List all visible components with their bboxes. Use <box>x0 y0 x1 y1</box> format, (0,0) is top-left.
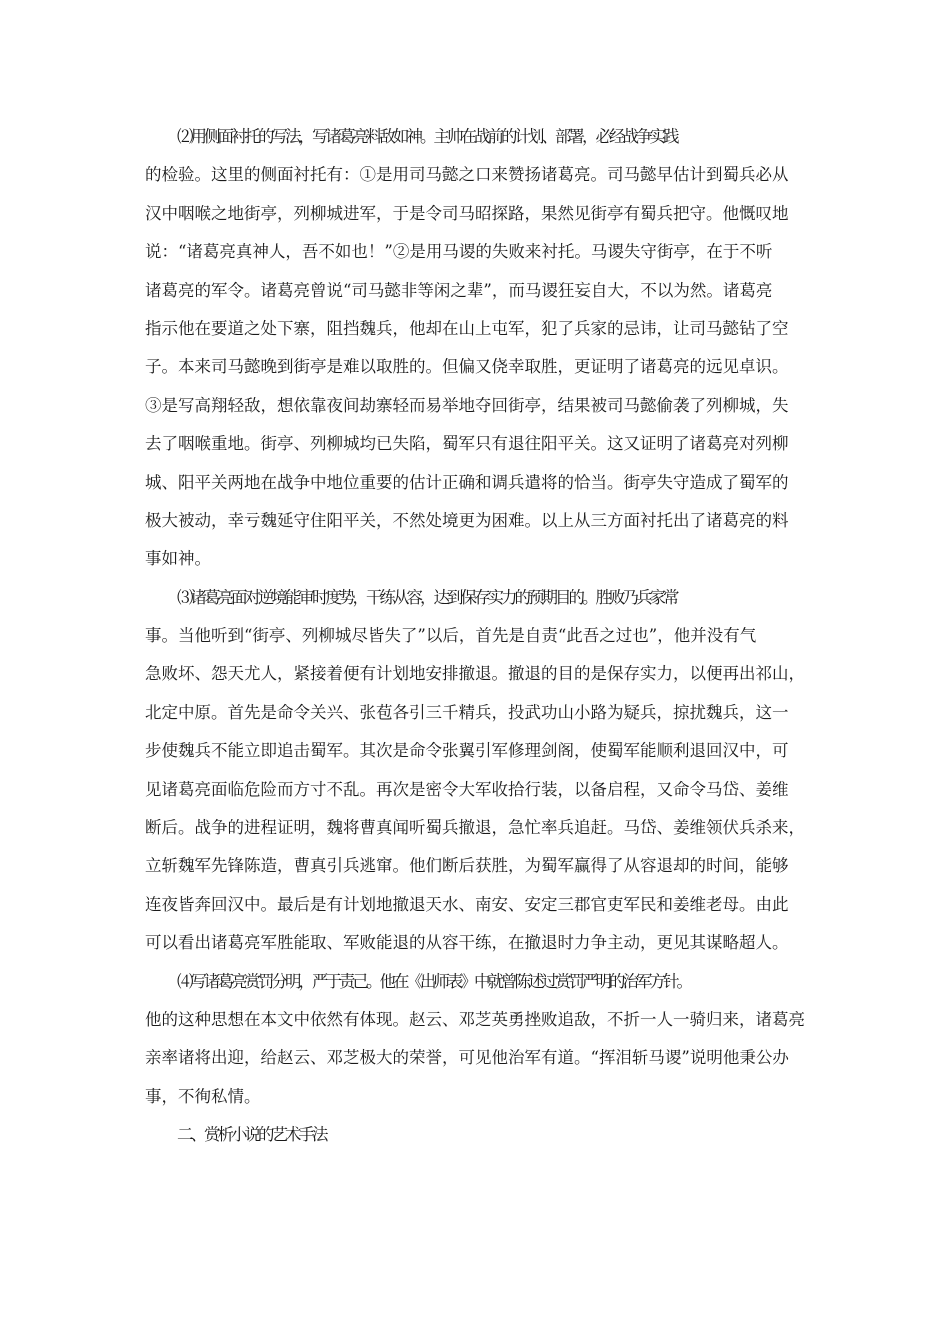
paragraph-2-line-12: 事如神。 <box>145 549 211 569</box>
paragraph-2-line-10: 城、阳平关两地在战争中地位重要的估计正确和调兵遣将的恰当。街亭失守造成了蜀军的 <box>145 472 789 492</box>
paragraph-2-line-1: ⑵用侧面衬托的写法，写诸葛亮料敌如神。主帅在战前的计划、部署，必经战争实践 <box>177 127 677 146</box>
paragraph-4-line-4: 事，不徇私情。 <box>145 1086 261 1106</box>
paragraph-3-line-6: 见诸葛亮面临危险而方寸不乱。再次是密令大军收拾行装，以备启程，又命令马岱、姜维 <box>145 779 789 799</box>
paragraph-3-line-7: 断后。战争的进程证明，魏将曹真闻听蜀兵撤退，急忙率兵追赶。马岱、姜维领伏兵杀来， <box>145 818 805 838</box>
paragraph-2-line-7: 子。本来司马懿晚到街亭是难以取胜的。但偏又侥幸取胜，更证明了诸葛亮的远见卓识。 <box>145 357 789 377</box>
paragraph-4-line-2: 他的这种思想在本文中依然有体现。赵云、邓芝英勇挫败追敌，不折一人一骑归来，诸葛亮 <box>145 1009 805 1029</box>
paragraph-3-line-8: 立斩魏军先锋陈造，曹真引兵逃窜。他们断后获胜，为蜀军赢得了从容退却的时间，能够 <box>145 856 789 876</box>
paragraph-2-line-11: 极大被动，幸亏魏延守住阳平关，不然处境更为困难。以上从三方面衬托出了诸葛亮的料 <box>145 510 789 530</box>
paragraph-3-line-2: 事。当他听到“街亭、列柳城尽皆失了”以后，首先是自责“此吾之过也”，他并没有气 <box>145 626 757 646</box>
paragraph-2-line-4: 说：“诸葛亮真神人，吾不如也！”②是用马谡的失败来衬托。马谡失守街亭，在于不听 <box>145 242 773 262</box>
paragraph-2-line-3: 汉中咽喉之地街亭，列柳城进军，于是令司马昭探路，果然见街亭有蜀兵把守。他慨叹地 <box>145 203 789 223</box>
document-page <box>145 118 805 1155</box>
section-heading: 二、赏析小说的艺术手法 <box>177 1125 326 1145</box>
paragraph-4-line-1: ⑷写诸葛亮赏罚分明，严于责己。他在《出师表》中就曾陈述过赏罚严明的治军方针。 <box>177 971 690 991</box>
paragraph-2-line-8: ③是写高翔轻敌，想依靠夜间劫寨轻而易举地夺回街亭，结果被司马懿偷袭了列柳城，失 <box>145 395 789 415</box>
paragraph-3-line-1: ⑶诸葛亮面对逆境能审时度势，干练从容，达到保存实力的预期目的。胜败乃兵家常 <box>177 587 677 607</box>
paragraph-2-line-6: 指示他在要道之处下寨，阻挡魏兵，他却在山上屯军，犯了兵家的忌讳，让司马懿钻了空 <box>145 318 789 338</box>
paragraph-3-line-4: 北定中原。首先是命令关兴、张苞各引三千精兵，投武功山小路为疑兵，掠扰魏兵，这一 <box>145 702 789 722</box>
paragraph-2-line-9: 去了咽喉重地。街亭、列柳城均已失陷，蜀军只有退往阳平关。这又证明了诸葛亮对列柳 <box>145 434 789 454</box>
paragraph-3-line-3: 急败坏、怨天尤人，紧接着便有计划地安排撤退。撤退的目的是保存实力，以便再出祁山， <box>145 664 805 684</box>
paragraph-2-line-5: 诸葛亮的军令。诸葛亮曾说“司马懿非等闲之辈”，而马谡狂妄自大，不以为然。诸葛亮 <box>145 280 773 300</box>
paragraph-4-line-3: 亲率诸将出迎，给赵云、邓芝极大的荣誉，可见他治军有道。“挥泪斩马谡”说明他秉公办 <box>145 1048 789 1068</box>
paragraph-3-line-5: 步使魏兵不能立即追击蜀军。其次是命令张翼引军修理剑阁，使蜀军能顺利退回汉中，可 <box>145 741 789 761</box>
paragraph-3-line-9: 连夜皆奔回汉中。最后是有计划地撤退天水、南安、安定三郡官吏军民和姜维老母。由此 <box>145 894 789 914</box>
paragraph-3-line-10: 可以看出诸葛亮军胜能取、军败能退的从容干练，在撤退时力争主动，更见其谋略超人。 <box>145 933 789 953</box>
paragraph-2-line-2: 的检验。这里的侧面衬托有：①是用司马懿之口来赞扬诸葛亮。司马懿早估计到蜀兵必从 <box>145 165 789 185</box>
